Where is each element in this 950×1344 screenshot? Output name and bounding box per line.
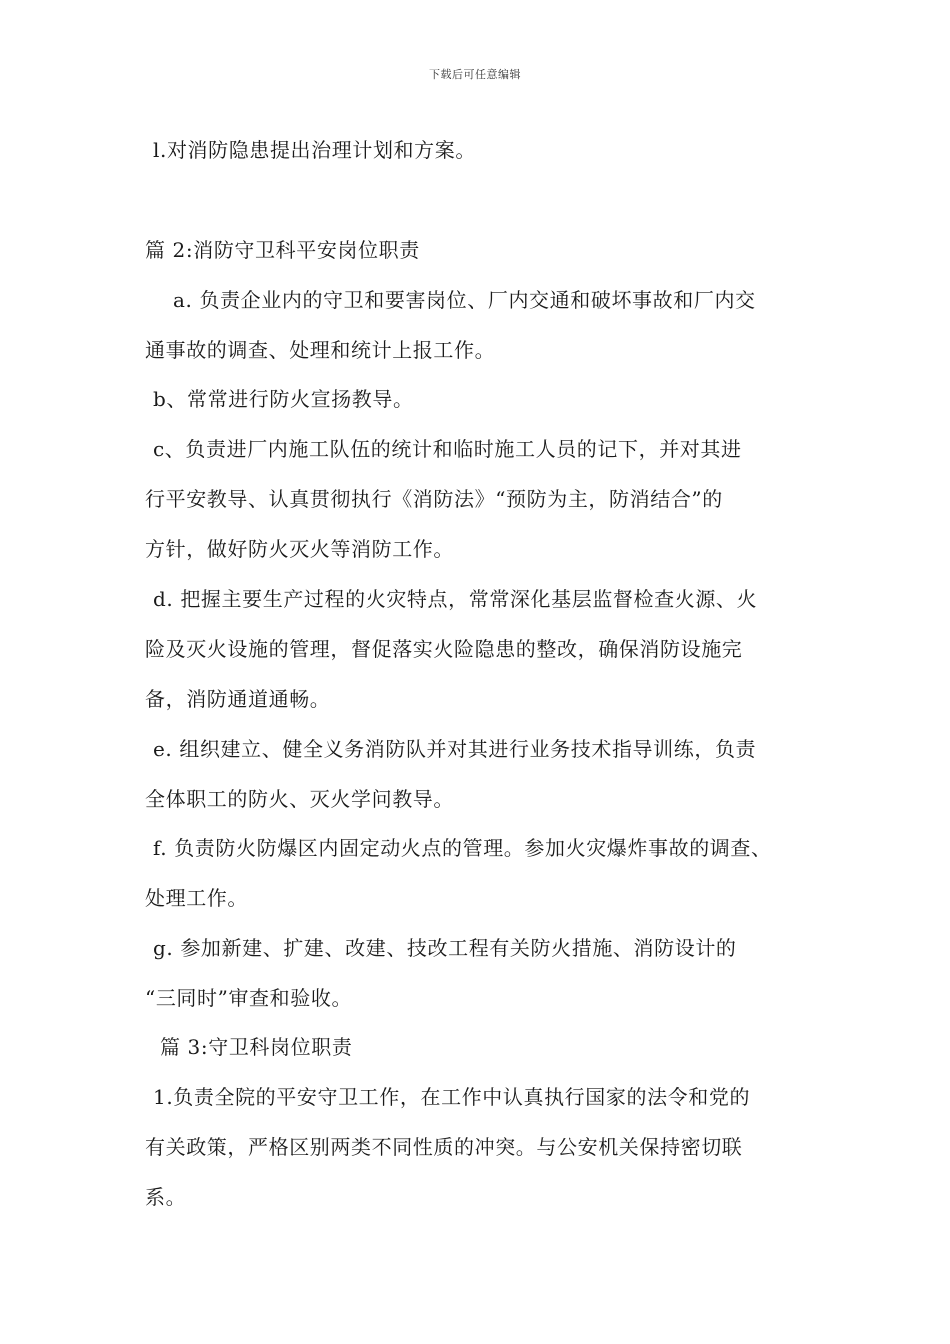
body-line-1-1: 1.负责全院的平安守卫工作，在工作中认真执行国家的法令和党的 xyxy=(153,1085,751,1109)
body-line-c-2: 行平安教导、认真贯彻执行《消防法》“预防为主，防消结合”的 xyxy=(145,487,723,511)
section-heading-2: 篇 2:消防守卫科平安岗位职责 xyxy=(145,238,420,262)
body-line-f-1: f. 负责防火防爆区内固定动火点的管理。参加火灾爆炸事故的调查、 xyxy=(153,836,772,860)
body-line-g-1: g. 参加新建、扩建、改建、技改工程有关防火措施、消防设计的 xyxy=(153,936,737,960)
body-line-1-2: 有关政策，严格区别两类不同性质的冲突。与公安机关保持密切联 xyxy=(145,1135,743,1159)
body-line-c-3: 方针，做好防火灭火等消防工作。 xyxy=(145,537,454,561)
body-line-l: l.对消防隐患提出治理计划和方案。 xyxy=(153,138,476,162)
body-line-1-3: 系。 xyxy=(145,1185,187,1209)
body-line-a-2: 通事故的调查、处理和统计上报工作。 xyxy=(145,338,496,362)
body-line-d-1: d. 把握主要生产过程的火灾特点，常常深化基层监督检查火源、火 xyxy=(153,587,758,611)
header-note: 下载后可任意编辑 xyxy=(429,68,521,81)
body-line-d-3: 备，消防通道通畅。 xyxy=(145,687,331,711)
section-heading-3: 篇 3:守卫科岗位职责 xyxy=(160,1035,353,1059)
body-line-c-1: c、负责进厂内施工队伍的统计和临时施工人员的记下，并对其进 xyxy=(153,437,742,461)
body-line-e-2: 全体职工的防火、灭火学问教导。 xyxy=(145,787,454,811)
body-line-b: b、常常进行防火宣扬教导。 xyxy=(153,387,414,411)
body-line-f-2: 处理工作。 xyxy=(145,886,248,910)
body-line-e-1: e. 组织建立、健全义务消防队并对其进行业务技术指导训练，负责 xyxy=(153,737,757,761)
body-line-g-2: “三同时”审查和验收。 xyxy=(145,986,353,1010)
body-line-d-2: 险及灭火设施的管理，督促落实火险隐患的整改，确保消防设施完 xyxy=(145,637,743,661)
body-line-a-1: a. 负责企业内的守卫和要害岗位、厂内交通和破坏事故和厂内交 xyxy=(173,288,756,312)
